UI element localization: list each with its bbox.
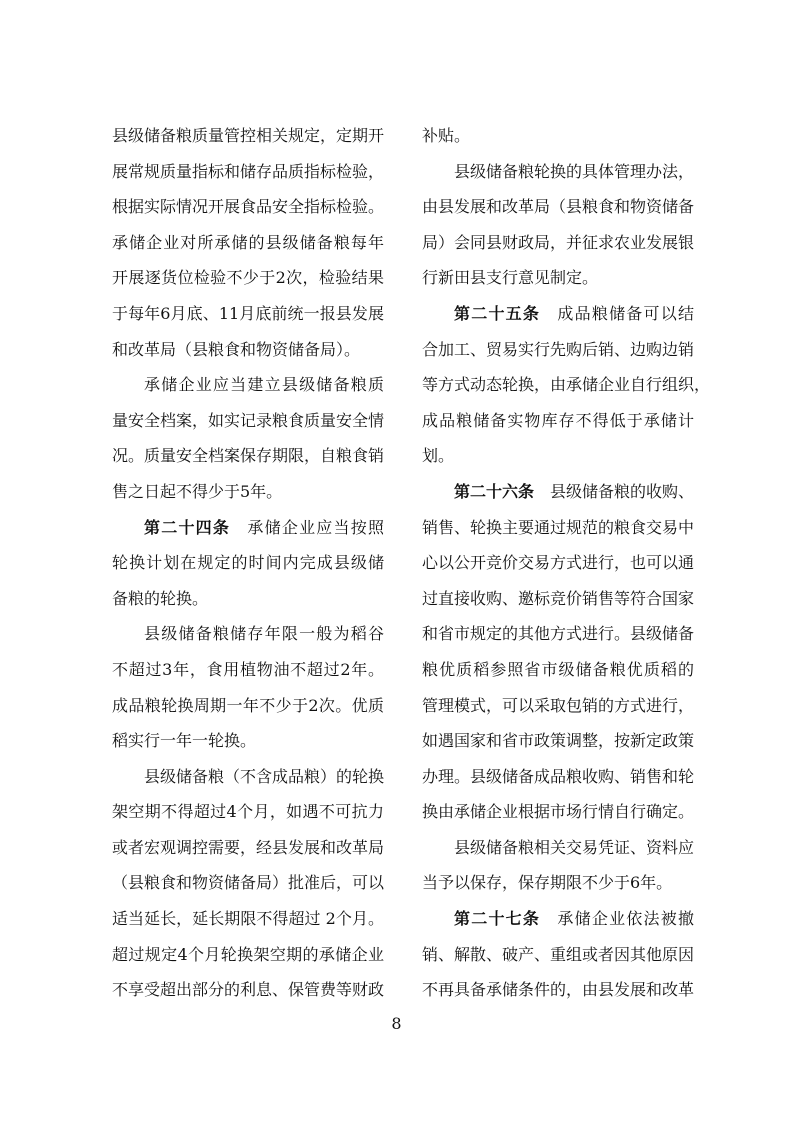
line-text: 换由承储企业根据市场行情自行确定。 [422,802,695,822]
text-line [112,830,384,866]
text-line [422,474,694,510]
text-line [422,616,694,652]
article-heading: 第二十五条 [454,303,541,323]
text-line [112,688,384,724]
text-line [422,865,694,901]
line-text: 备粮的轮换。 [112,588,209,608]
text-line [422,901,694,937]
text-line [112,581,384,617]
article-heading: 第二十七条 [454,909,541,929]
line-text: 县级储备粮质量管控相关规定，定期开 [112,126,385,145]
text-line [112,225,384,261]
text-line [422,937,694,973]
text-line [112,438,384,474]
line-text: 不享受超出部分的利息、保管费等财政 [112,980,385,1000]
line-text: 成品粮储备可以结 [540,303,694,323]
text-line [422,510,694,546]
text-line [112,510,384,546]
line-text: 由县发展和改革局（县粮食和物资储备 [422,197,695,217]
text-line [422,189,694,225]
article-heading: 第二十四条 [144,517,231,537]
line-text: 稻实行一年一轮换。 [112,731,257,751]
line-text: 等方式动态轮换，由承储企业自行组织， [422,375,711,395]
text-line [112,794,384,830]
line-text: 成品粮储备实物库存不得低于承储计 [422,410,694,430]
right-text-column [422,118,711,1008]
text-line [112,332,384,368]
text-line [112,545,384,581]
line-text: 办理。县级储备成品粮收购、销售和轮 [422,766,695,786]
text-line [422,154,694,190]
line-text: 县级储备粮储存年限一般为稻谷 [144,624,384,644]
line-text: 销、解散、破产、重组或者因其他原因 [422,944,695,964]
line-text: （县粮食和物资储备局）批准后，可以 [112,873,385,893]
text-line [112,723,384,759]
line-text: 划。 [422,446,455,466]
line-text: 不超过3年，食用植物油不超过2年。 [112,659,384,679]
text-line [422,260,694,296]
text-line [422,759,694,795]
text-line [112,616,384,652]
line-text: 补贴。 [422,126,471,145]
left-text-column [112,118,384,1008]
line-text: 当予以保存，保存期限不少于6年。 [422,873,673,893]
text-line [422,332,694,368]
text-line [422,723,694,759]
text-line [422,403,694,439]
line-text: 和改革局（县粮食和物资储备局）。 [112,339,361,359]
article-heading: 第二十六条 [454,481,535,501]
text-line [422,225,694,261]
text-line [112,189,384,225]
line-text: 承储企业应当建立县级储备粮质 [144,375,384,395]
line-text: 行新田县支行意见制定。 [422,268,599,288]
line-text: 县级储备粮（不含成品粮）的轮换 [144,766,385,786]
text-line [112,118,384,154]
text-line [422,830,694,866]
text-line [112,296,384,332]
line-text: 过直接收购、邀标竞价销售等符合国家 [422,588,695,608]
line-text: 销售、轮换主要通过规范的粮食交易中 [422,517,695,537]
text-line [112,652,384,688]
text-line [112,474,384,510]
line-text: 如遇国家和省市政策调整，按新定政策 [422,731,695,751]
text-line [422,794,694,830]
line-text: 成品粮轮换周期一年不少于2次。优质 [112,695,384,715]
text-line [422,296,694,332]
line-text: 根据实际情况开展食品安全指标检验。 [112,197,385,217]
text-line [112,972,384,1008]
text-line [112,865,384,901]
line-text: 轮换计划在规定的时间内完成县级储 [112,553,384,573]
line-text: 不再具备承储条件的，由县发展和改革 [422,980,695,1000]
line-text: 县级储备粮相关交易凭证、资料应 [454,837,695,857]
line-text: 粮优质稻参照省市级储备粮优质稻的 [422,659,694,679]
text-line [422,688,694,724]
line-text: 展常规质量指标和储存品质指标检验， [112,161,385,181]
text-line [422,438,694,474]
text-line [112,901,384,937]
line-text: 开展逐货位检验不少于2次，检验结果 [112,268,384,288]
line-text: 承储企业依法被撤 [540,909,694,929]
line-text: 和省市规定的其他方式进行。县级储备 [422,624,695,644]
line-text: 合加工、贸易实行先购后销、边购边销 [422,339,695,359]
text-line [112,367,384,403]
text-line [112,937,384,973]
line-text: 县级储备粮的收购、 [534,481,695,501]
text-line [422,367,711,403]
text-line [112,403,384,439]
line-text: 量安全档案，如实记录粮食质量安全情 [112,410,385,430]
text-line [112,759,384,795]
line-text: 局）会同县财政局，并征求农业发展银 [422,232,695,252]
line-text: 心以公开竞价交易方式进行，也可以通 [422,553,695,573]
text-line [112,154,384,190]
page-number: 8 [391,1014,402,1033]
line-text: 况。质量安全档案保存期限，自粮食销 [112,446,385,466]
line-text: 县级储备粮轮换的具体管理办法， [454,161,695,181]
line-text: 架空期不得超过4个月，如遇不可抗力 [112,802,384,822]
line-text: 管理模式，可以采取包销的方式进行， [422,695,695,715]
text-line [422,581,694,617]
line-text: 或者宏观调控需要，经县发展和改革局 [112,837,385,857]
text-line [422,118,694,154]
text-line [112,260,384,296]
line-text: 承储企业应当按照 [230,517,384,537]
line-text: 适当延长，延长期限不得超过 2个月。 [112,909,384,929]
text-line [422,545,694,581]
line-text: 超过规定4个月轮换架空期的承储企业 [112,944,384,964]
line-text: 承储企业对所承储的县级储备粮每年 [112,232,384,252]
text-line [422,652,694,688]
line-text: 售之日起不得少于5年。 [112,481,283,501]
line-text: 于每年6月底、11月底前统一报县发展 [112,303,384,323]
text-line [422,972,694,1008]
